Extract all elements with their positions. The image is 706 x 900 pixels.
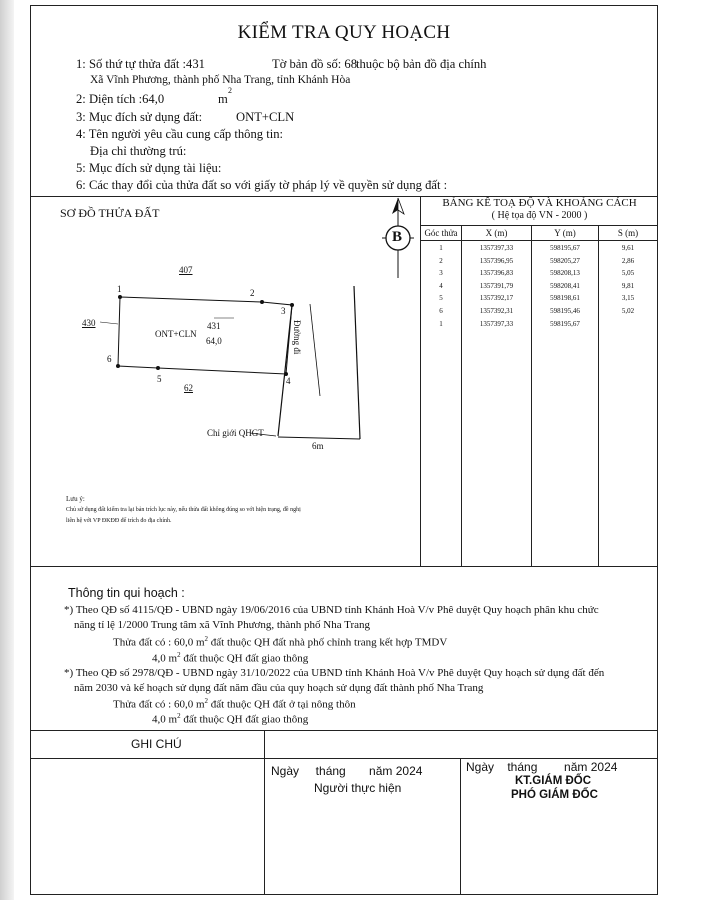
footer-divider-top <box>30 730 658 731</box>
cell-y: 598195,46 <box>550 307 580 315</box>
dim-left: 430 <box>82 318 96 328</box>
cell-point: 2 <box>439 256 443 265</box>
date-right: Ngày tháng năm 2024 <box>466 760 618 774</box>
planning-1-line-2: 4,0 $m^2$ đất thuộc QH đất giao thông <box>152 651 309 665</box>
vertex-1 <box>118 295 122 299</box>
planning-1-line-1: Thửa đất có : 60,0 $m^2$ đất thuộc QH đất nhà phố chỉnh trang kết hợp TMDV <box>113 635 448 649</box>
map-sheet-number: Tờ bản đồ số: 68 <box>272 57 358 71</box>
notes-label: GHI CHÚ <box>131 737 182 751</box>
point-label-2: 2 <box>250 288 255 298</box>
document-purpose-label: 5: Mục đích sử dụng tài liệu: <box>76 161 222 175</box>
area-unit-exponent: 2 <box>228 86 232 95</box>
diagram-heading: SƠ ĐỒ THỬA ĐẤT <box>60 206 160 220</box>
point-label-5: 5 <box>157 374 162 384</box>
cell-s: 9,81 <box>621 281 635 290</box>
cell-y: 598198,61 <box>550 294 580 303</box>
signer-right-position: PHÓ GIÁM ĐỐC <box>511 789 598 801</box>
cell-x: 1357396,83 <box>479 269 514 278</box>
parcel-number-label: 431 <box>207 321 221 331</box>
col-header-x: X (m) <box>485 228 508 238</box>
road-width-line <box>278 437 360 439</box>
land-use-value: ONT+CLN <box>236 110 295 124</box>
cell-point: 1 <box>439 319 443 328</box>
cell-s: 9,61 <box>621 244 635 252</box>
cell-s: 3,15 <box>621 294 635 303</box>
cell-y: 598195,67 <box>550 319 580 328</box>
coord-table-title: BẢNG KÊ TOẠ ĐỘ VÀ KHOẢNG CÁCH <box>442 197 637 209</box>
planning-decision-2: *) Theo QĐ số 2978/QĐ - UBND ngày 31/10/2022 của UBND tỉnh Khánh Hoà V/v Phê duyệt Quy hoạch sử dụng đất đến <box>64 667 605 679</box>
road-width-label: 6m <box>312 441 324 451</box>
footer-divider-short <box>264 730 265 758</box>
cell-s: 2,86 <box>621 256 635 265</box>
cell-point: 6 <box>439 307 443 315</box>
road-centre <box>310 304 320 396</box>
note-text-2: liên hệ với VP ĐKĐĐ để trích đo địa chính. <box>66 518 172 524</box>
vertex-2 <box>260 300 264 304</box>
document-title: KIỂM TRA QUY HOẠCH <box>237 22 451 43</box>
vertex-5 <box>156 366 160 370</box>
cell-point: 1 <box>439 244 443 252</box>
parcel-changes-label: 6: Các thay đổi của thửa đất so với giấy tờ pháp lý về quyền sử dụng đất : <box>76 178 448 192</box>
area-text: 2: Diện tích :64,0 <box>76 92 165 106</box>
planning-2-line-1: Thửa đất có : 60,0 $m^2$ đất thuộc QH đất ở tại nông thôn <box>113 697 356 711</box>
boundary-label: Chỉ giới QHGT <box>207 428 264 438</box>
footer-divider-left <box>264 758 265 895</box>
signer-right-title: KT.GIÁM ĐỐC <box>515 775 592 787</box>
note-text-1: Chủ sử dụng đất kiểm tra lại bản trích lục này, nếu thửa đất không đúng so với hiện trạng, đề nghị <box>66 507 301 513</box>
signer-left: Người thực hiện <box>314 781 402 795</box>
cell-x: 1357392,17 <box>479 294 514 303</box>
cell-s: 5,05 <box>621 269 635 278</box>
coord-table-subtitle: ( Hệ tọa độ VN - 2000 ) <box>491 210 588 221</box>
cell-point: 3 <box>439 269 443 278</box>
page-shadow <box>0 0 14 900</box>
point-label-6: 6 <box>107 354 112 364</box>
vertex-6 <box>116 364 120 368</box>
vertex-3 <box>290 303 294 307</box>
cell-y: 598205,27 <box>550 256 580 265</box>
address-label: Địa chỉ thường trú: <box>90 144 187 158</box>
parcel-outline <box>118 297 292 374</box>
parcel-use-label: ONT+CLN <box>155 329 197 339</box>
cell-y: 598208,41 <box>550 281 580 290</box>
road-label: Đường đi <box>292 320 302 355</box>
parcel-address: Xã Vĩnh Phương, thành phố Nha Trang, tỉnh Khánh Hòa <box>90 74 351 86</box>
col-header-s: S (m) <box>617 228 639 238</box>
cell-y: 598195,67 <box>550 244 580 252</box>
cell-s: 5,02 <box>621 307 635 315</box>
cell-x: 1357396,95 <box>479 256 514 265</box>
planning-decision-1: *) Theo QĐ số 4115/QĐ - UBND ngày 19/06/2016 của UBND tỉnh Khánh Hoà V/v Phê duyệt Quy hoạch phân khu chức <box>64 604 599 616</box>
planning-2-line-2: 4,0 $m^2$ đất thuộc QH đất giao thông <box>152 712 309 726</box>
north-label: B <box>392 229 403 245</box>
road-edge-left <box>278 305 292 436</box>
cell-x: 1357391,79 <box>479 281 514 290</box>
requester-name-label: 4: Tên người yêu cầu cung cấp thông tin: <box>76 127 284 141</box>
point-label-3: 3 <box>281 306 286 316</box>
planning-decision-1-scope: năng tỉ lệ 1/2000 Trung tâm xã Vĩnh Phương, thành phố Nha Trang <box>74 619 371 631</box>
cell-point: 5 <box>439 294 443 303</box>
note-title: Lưu ý: <box>66 495 85 503</box>
cell-x: 1357397,33 <box>479 244 514 252</box>
footer-divider-right <box>460 758 461 895</box>
area-unit: m <box>218 92 228 106</box>
section-divider-mid <box>30 566 658 567</box>
cell-x: 1357397,33 <box>479 319 514 328</box>
coord-table-header-top <box>420 225 658 226</box>
cell-y: 598208,13 <box>550 269 580 278</box>
planning-decision-2-scope: năm 2030 và kế hoạch sử dụng đất năm đầu của quy hoạch sử dụng đất thành phố Nha Trang <box>74 682 484 694</box>
point-label-4: 4 <box>286 376 291 386</box>
dim-top: 407 <box>179 265 193 275</box>
col-header-point: Góc thửa <box>424 228 458 238</box>
footer-divider-2 <box>30 758 658 759</box>
col-header-y: Y (m) <box>554 228 576 238</box>
road-edge-right <box>354 286 360 439</box>
parcel-area-label: 64,0 <box>206 336 222 346</box>
point-label-1: 1 <box>117 284 122 294</box>
planning-heading: Thông tin qui hoạch : <box>68 586 185 600</box>
map-set-label: thuộc bộ bản đồ địa chính <box>356 57 487 71</box>
date-left: Ngày tháng năm 2024 <box>271 764 423 778</box>
coord-table-header-bottom <box>420 240 658 241</box>
parcel-number: 1: Số thứ tự thửa đất :431 <box>76 57 205 71</box>
dim-bottom: 62 <box>184 383 193 393</box>
cell-x: 1357392,31 <box>479 307 514 315</box>
cell-point: 4 <box>439 281 443 290</box>
land-use-label: 3: Mục đích sử dụng đất: <box>76 110 203 124</box>
